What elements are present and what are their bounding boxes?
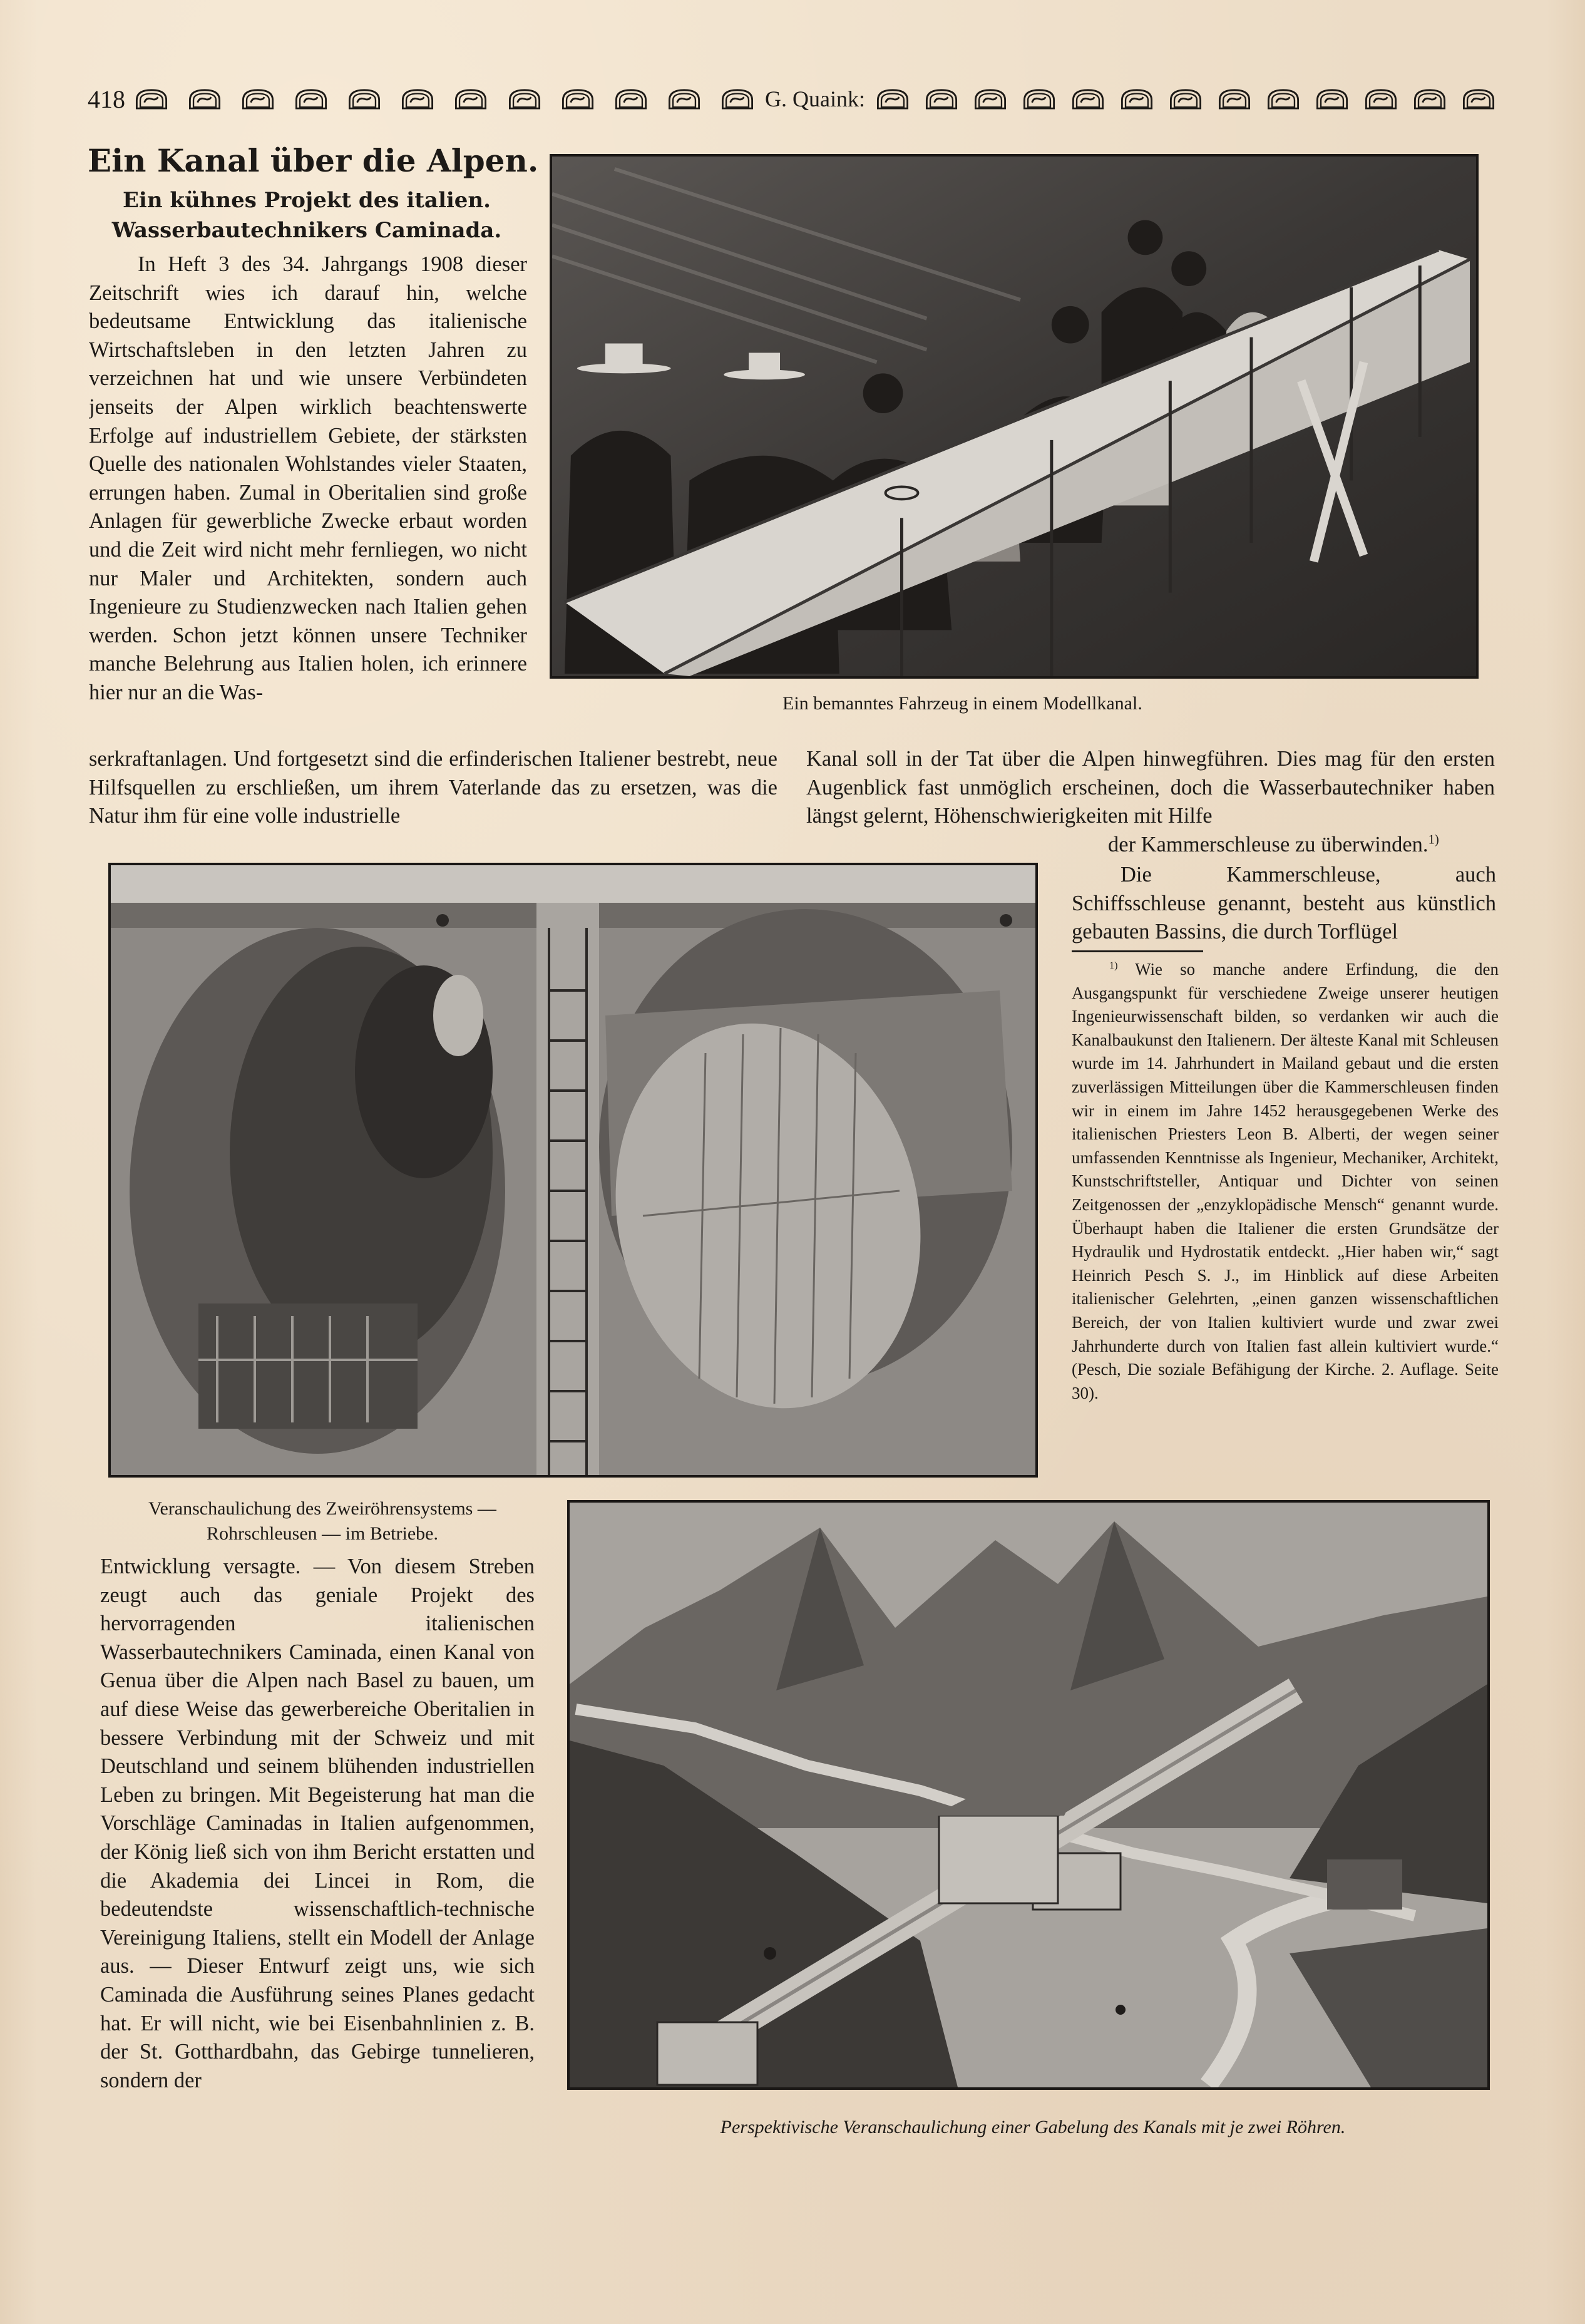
body-paragraph: serkraftanlagen. Und fortgesetzt sind die erfinderischen Italiener bestrebt, neue Hilfsquellen zu erschließen, um ihrem Vaterlande das zu ersetzen, was die Natur ihm für eine volle industrielle — [89, 747, 777, 828]
page-number: 418 — [88, 85, 125, 113]
article-title: Ein Kanal über die Alpen. — [88, 142, 539, 179]
body-paragraph: In Heft 3 des 34. Jahrgangs 1908 dieser Zeitschrift wies ich darauf hin, welche bedeutsame Entwicklung das italienische Wirtschaftsleben in den letzten Jahren zu verzeichnen hat und wie unsere Verbündeten jenseits der Alpen wirklich beachtenswerte Erfolge auf industriellem Gebiete, der stärksten Quelle des nationalen Wohlstandes vieler Staaten, errungen haben. Zumal in Oberitalien sind große Anlagen für gewerbliche Zwecke erbaut worden und die Zeit wird nicht mehr fernliegen, wo nicht nur Maler und Architekten, sondern auch Ingenieure zu Studienzwecken nach Italien gehen werden. Schon jetzt können unsere Techniker manche Belehrung aus Italien holen, ich erinnere hier nur an die Was- — [89, 252, 527, 704]
tube-locks-illustration — [111, 865, 1035, 1475]
body-column-left-top — [89, 250, 527, 736]
figure-person-left — [436, 914, 449, 927]
spiral-ornament-icon — [1461, 88, 1496, 110]
spiral-ornament-icon — [1412, 88, 1447, 110]
spiral-ornament-icon — [973, 88, 1008, 110]
sky-band — [111, 865, 1035, 903]
spiral-ornament-icon — [347, 88, 382, 110]
spiral-ornament-icon — [560, 88, 595, 110]
spiral-ornament-icon — [187, 88, 222, 110]
body-paragraph: Die Kammerschleuse, auch Schiffsschleuse genannt, besteht aus künstlich gebauten Bassins, die durch Torflügel — [1072, 863, 1496, 944]
figure-tube-locks-illustration — [108, 863, 1038, 1478]
body-column-continuation — [89, 745, 777, 833]
figure-model-canal-photo — [550, 154, 1479, 679]
walking-figure — [1116, 2005, 1126, 2015]
body-text: der Kammerschleuse zu überwinden. — [1108, 833, 1429, 856]
subtitle-line-1: Ein kühnes Projekt des italien. — [123, 188, 491, 213]
body-paragraph: Kanal soll in der Tat über die Alpen hinwegführen. Dies mag für den ersten Augenblick fast unmöglich erscheinen, doch die Wasserbautechniker haben längst gelernt, Höhenschwierigkeiten mit Hilfe — [806, 747, 1495, 828]
subtitle-line-2: Wasserbautechnikers Caminada. — [111, 218, 502, 243]
footnote — [1072, 958, 1499, 1405]
footnote-divider — [1072, 950, 1203, 952]
spiral-ornament-icon — [1315, 88, 1350, 110]
article-subtitle — [88, 185, 526, 245]
footnote-reference[interactable]: 1) — [1428, 833, 1439, 847]
spiral-ornament-icon — [1119, 88, 1154, 110]
spiral-ornament-icon — [667, 88, 702, 110]
figure-person-right — [1000, 914, 1012, 927]
model-canal-illustration — [552, 157, 1476, 676]
spiral-ornament-icon — [1266, 88, 1301, 110]
spiral-ornament-icon — [875, 88, 910, 110]
running-header — [88, 80, 1496, 118]
figure-caption-alpine-canal: Perspektivische Veranschaulichung einer Gabelung des Kanals mit je zwei Röhren. — [720, 2117, 1346, 2137]
footnote-marker: 1) — [1109, 960, 1118, 971]
spiral-ornament-icon — [134, 88, 169, 110]
spiral-ornament-icon — [453, 88, 488, 110]
central-pier — [536, 903, 599, 1475]
spiral-ornament-icon — [1070, 88, 1105, 110]
body-column-left-bottom — [100, 1553, 535, 2147]
left-tube — [130, 928, 505, 1454]
spiral-ornament-icon — [613, 88, 649, 110]
body-column-right-mid — [806, 745, 1495, 831]
house-right — [1327, 1859, 1402, 1910]
figure-caption-tube-locks — [94, 1496, 551, 1546]
ornament-row-right — [875, 88, 1496, 110]
spiral-ornament-icon — [720, 88, 755, 110]
ornament-row-left — [134, 88, 755, 110]
body-line-tail — [1108, 831, 1496, 860]
spiral-ornament-icon — [294, 88, 329, 110]
figure-alpine-canal-perspective — [567, 1500, 1490, 2090]
author-name: G. Quaink: — [765, 86, 865, 111]
caption-line-1: Veranschaulichung des Zweiröhrensystems — — [148, 1498, 496, 1519]
spiral-ornament-icon — [507, 88, 542, 110]
spiral-ornament-icon — [1022, 88, 1057, 110]
body-paragraph: Entwicklung versagte. — Von diesem Streben zeugt auch das geniale Projekt des hervorragenden italienischen Wasserbautechnikers Caminada, einen Kanal von Genua über die Alpen nach Basel zu bauen, um auf diese Weise das gewerbereiche Oberitalien in bessere Verbindung mit der Schweiz und mit Deutschland und seinem blühenden industriellen Leben zu bringen. Mit Begeisterung hat man die Vorschläge Caminadas in Italien aufgenommen, der König ließ sich von ihm Bericht erstatten und die Akademia dei Lincei in Rom, die bedeutendste wissenschaftlich-technische Vereinigung Italiens, stellt ein Modell der Anlage aus. — Dieser Entwurf zeigt uns, wie sich Caminada die Ausführung seines Planes gedacht hat. Er will nicht, wie bei Eisenbahnlinien z. B. der St. Gotthardbahn, das Gebirge tunnelieren, sondern der — [100, 1555, 535, 2092]
spiral-ornament-icon — [1168, 88, 1203, 110]
horse-carriage — [764, 1947, 776, 1960]
spiral-ornament-icon — [924, 88, 959, 110]
footnote-text: Wie so manche andere Erfindung, die den Ausgangspunkt für verschiedene Zweige unserer heutigen Ingenieurwissenschaft bilden, so verdanken wir auch die Kanalbaukunst den Italienern. Der älteste Kanal mit Schleusen wurde im 14. Jahrhundert in Mailand gebaut und die ersten zuverlässigen Mitteilungen über die Kammerschleusen finden wir in einem im Jahre 1452 herausgegebenen Werke des italienischen Priesters Leon B. Alberti, der wegen seiner umfassenden Kenntnisse als Ingenieur, Mechaniker, Architekt, Kunstschriftsteller, Antiquar und Dichter von seinen Zeitgenossen der „enzyklopädische Mensch“ genannt wurde. Überhaupt haben die Italiener die ersten Grundsätze der Hydraulik und Hydrostatik entdeckt. „Hier haben wir,“ sagt Heinrich Pesch S. J., im Hinblick auf diese Arbeiten italienischer Gelehrten, „einen ganzen wissenschaftlichen Bereich, der von Italien kultiviert wurde und zwar zwei Jahrhunderte durch von Italien fast allein kultiviert wurde.“ (Pesch, Die soziale Befähigung der Kirche. 2. Auflage. Seite 30). — [1072, 960, 1499, 1402]
spiral-ornament-icon — [1217, 88, 1252, 110]
spiral-ornament-icon — [1363, 88, 1398, 110]
caption-line-2: Rohrschleusen — im Betriebe. — [207, 1523, 438, 1544]
figure-caption-model-canal: Ein bemanntes Fahrzeug in einem Modellkanal. — [782, 693, 1142, 714]
alpine-canal-illustration — [570, 1503, 1487, 2087]
body-column-right-kammer — [1072, 861, 1496, 947]
spiral-ornament-icon — [400, 88, 435, 110]
spiral-ornament-icon — [240, 88, 275, 110]
